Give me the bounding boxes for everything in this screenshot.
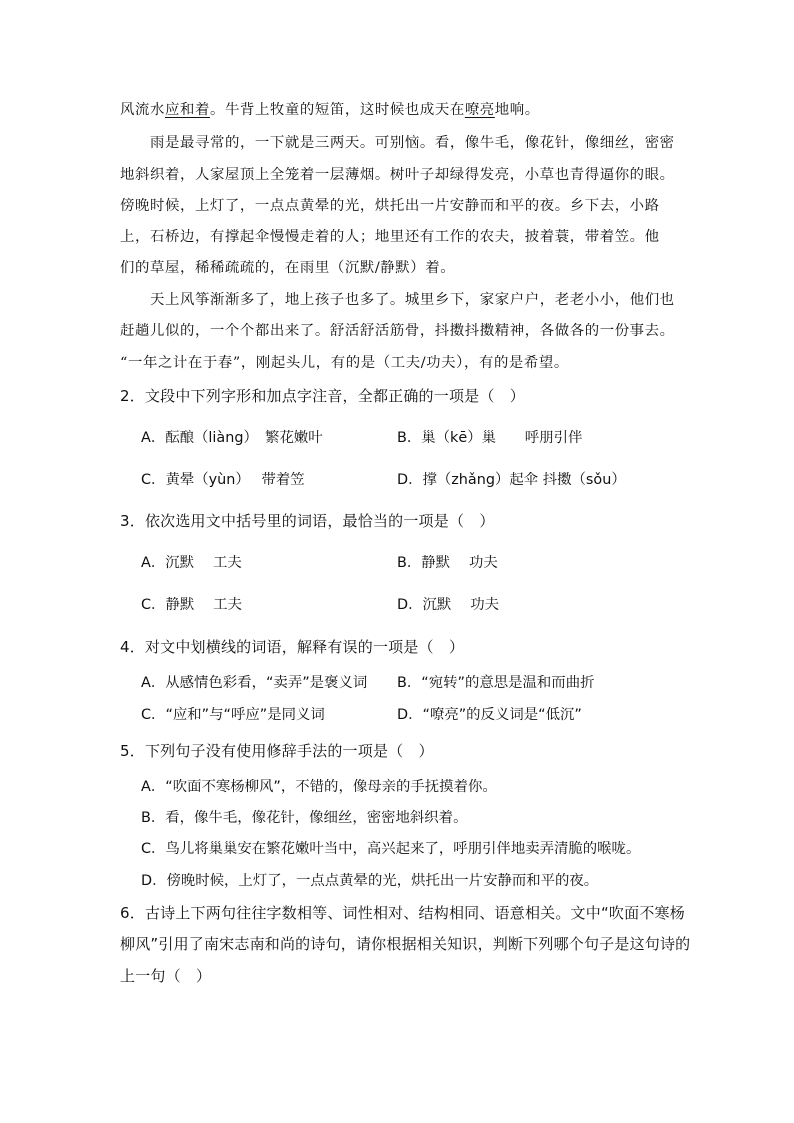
q3-option-a: A．沉默 工夫	[141, 555, 242, 571]
q2-option-c: C．黄晕（yùn） 带着笠	[141, 472, 305, 488]
underlined-word: 嘹亮	[464, 102, 495, 118]
q3-option-c: C．静默 工夫	[141, 597, 242, 613]
passage-line: 雨是最寻常的，一下就是三两天。可别恼。看，像牛毛，像花针，像细丝，密密	[150, 135, 675, 151]
passage-line: 上，石桥边，有撑起伞慢慢走着的人；地里还有工作的农夫，披着蓑，带着笠。他	[120, 229, 660, 245]
passage-line: 天上风筝渐渐多了，地上孩子也多了。城里乡下，家家户户，老老小小，他们也	[150, 292, 675, 308]
q4-option-a: A．从感情色彩看，“卖弄”是褒义词	[141, 675, 368, 691]
passage-line: 傍晚时候，上灯了，一点点黄晕的光，烘托出一片安静而和平的夜。乡下去，小路	[120, 198, 660, 214]
question-6-stem: 6．古诗上下两句往往字数相等、词性相对、结构相同、语意相关。文中“吹面不寒杨	[120, 904, 685, 922]
passage-line	[120, 100, 540, 120]
q2-option-a: A．酝酿（liàng） 繁花嫩叶	[141, 430, 323, 446]
passage-line: 赶趟儿似的，一个个都出来了。舒活舒活筋骨，抖擞抖擞精神，各做各的一份事去。	[120, 323, 675, 339]
q2-option-b: B．巢（kē）巢 呼朋引伴	[397, 430, 583, 446]
passage-line: “一年之计在于春”，刚起头儿，有的是（工夫/功夫），有的是希望。	[120, 355, 569, 371]
passage-text: 风流水	[120, 102, 165, 118]
q2-option-d: D．撑（zhǎng）起伞 抖擞（sǒu）	[397, 472, 626, 488]
q4-option-b: B．“宛转”的意思是温和而曲折	[397, 675, 595, 691]
question-5-stem: 5．下列句子没有使用修辞手法的一项是（ ）	[120, 742, 434, 760]
q3-option-d: D．沉默 功夫	[397, 597, 499, 613]
question-6-stem: 上一句（ ）	[120, 967, 212, 985]
question-3-stem: 3．依次选用文中括号里的词语，最恰当的一项是（ ）	[120, 512, 495, 530]
underlined-word: 应和着	[164, 102, 210, 118]
question-6-stem: 柳风”引用了南宋志南和尚的诗句，请你根据相关知识，判断下列哪个句子是这句诗的	[120, 935, 691, 953]
passage-line: 地斜织着，人家屋顶上全笼着一层薄烟。树叶子却绿得发亮，小草也青得逼你的眼。	[120, 167, 675, 183]
q4-option-c: C．“应和”与“呼应”是同义词	[141, 707, 325, 723]
q5-option-c: C．鸟儿将巢巢安在繁花嫩叶当中，高兴起来了，呼朋引伴地卖弄清脆的喉咙。	[141, 841, 641, 857]
q5-option-a: A．“吹面不寒杨柳风”，不错的，像母亲的手抚摸着你。	[141, 779, 497, 795]
passage-text: 地响。	[494, 102, 540, 118]
question-4-stem: 4．对文中划横线的词语，解释有误的一项是（ ）	[120, 638, 465, 656]
passage-line: 们的草屋，稀稀疏疏的，在雨里（沉默/静默）着。	[120, 260, 456, 276]
passage-text: 。牛背上牧童的短笛，这时候也成天在	[209, 102, 465, 118]
question-2-stem: 2．文段中下列字形和加点字注音，全都正确的一项是（ ）	[120, 387, 525, 405]
q4-option-d: D．“嘹亮”的反义词是“低沉”	[397, 707, 582, 723]
q5-option-d: D．傍晚时候，上灯了，一点点黄晕的光，烘托出一片安静而和平的夜。	[141, 873, 599, 889]
q3-option-b: B．静默 功夫	[397, 555, 498, 571]
q5-option-b: B．看，像牛毛，像花针，像细丝，密密地斜织着。	[141, 810, 468, 826]
